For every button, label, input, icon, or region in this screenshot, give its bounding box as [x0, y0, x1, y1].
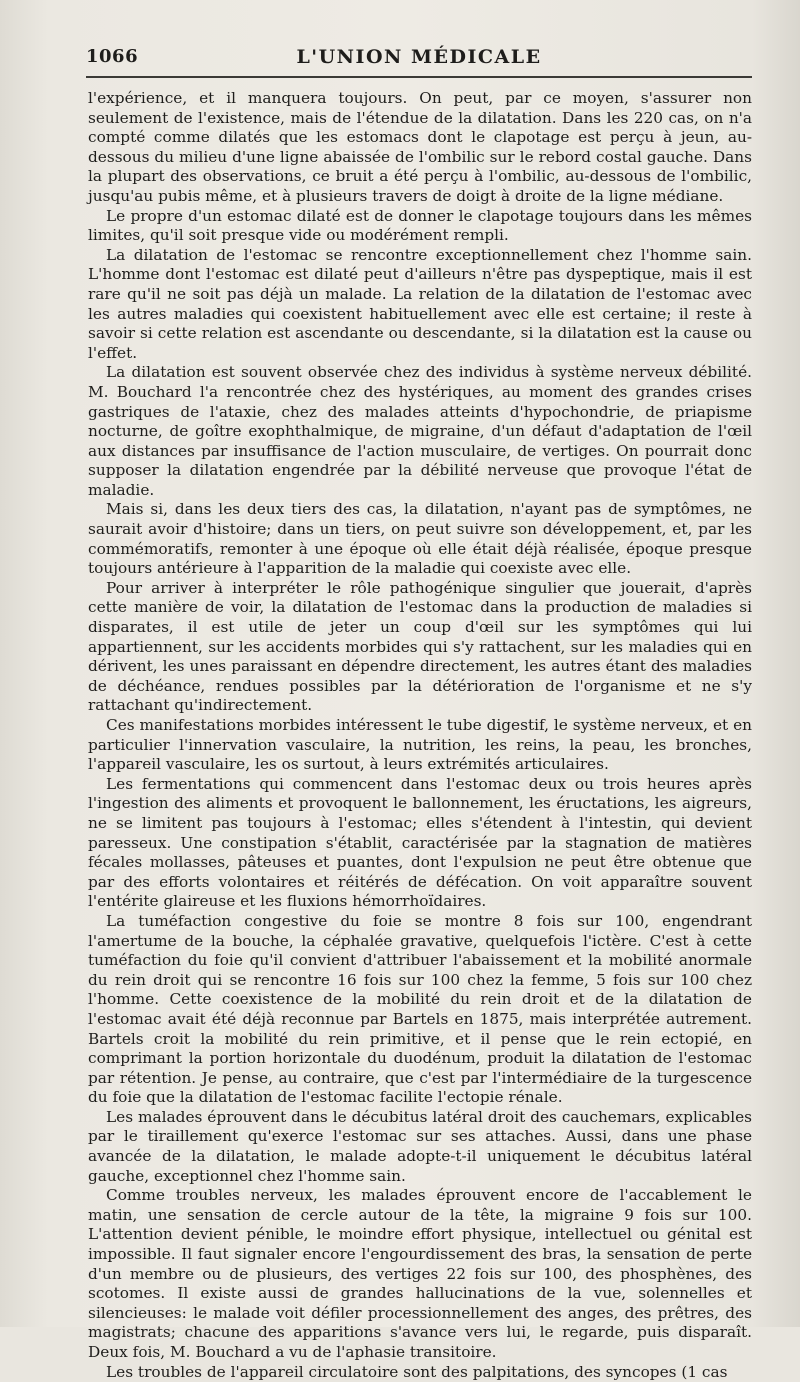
- page-header: [86, 42, 752, 72]
- paragraph: Pour arriver à interpréter le rôle pathogénique singulier que jouerait, d'après cette manière de voir, la dilatation de l'estomac dans la production de maladies si disparates, il est utile de jeter un coup d'œil sur les symptômes qui lui appartiennent, sur les accidents morbides qui s'y rattachent, sur les maladies qui en dérivent, les unes paraissant en dépendre directement, les autres étant des maladies de déchéance, rendues possibles par la détérioration de l'organisme et ne s'y rattachant qu'indirectement.: [88, 578, 752, 715]
- paragraph: Ces manifestations morbides intéressent le tube digestif, le système nerveux, et en particulier l'innervation vasculaire, la nutrition, les reins, la peau, les bronches, l'appareil vasculaire, les os surtout, à leurs extrémités articulaires.: [88, 716, 752, 774]
- paragraph: Mais si, dans les deux tiers des cas, la dilatation, n'ayant pas de symptômes, ne saurait avoir d'histoire; dans un tiers, on peut suivre son développement, et, par les commémoratifs, remonter à une époque où elle était déjà réalisée, époque presque toujours antérieure à l'apparition de la maladie qui coexiste avec elle.: [88, 500, 752, 578]
- page-number: 1066: [86, 46, 139, 67]
- paragraph: Les fermentations qui commencent dans l'estomac deux ou trois heures après l'ingestion des aliments et provoquent le ballonnement, les éructations, les aigreurs, ne se limitent pas toujours à l'estomac; elles s'étendent à l'intestin, qui devient paresseux. Une constipation s'établit, caractérisée par la stagnation de matières fécales mollasses, pâteuses et puantes, dont l'expulsion ne peut être obtenue que par des efforts volontaires et réitérés de défécation. On voit apparaître souvent l'entérite glaireuse et les fluxions hémorrhoïdaires.: [88, 774, 752, 911]
- paragraph: Les troubles de l'appareil circulatoire sont des palpitations, des syncopes (1 cas: [106, 1362, 728, 1381]
- header-rule: [86, 76, 752, 78]
- paragraph: La tuméfaction congestive du foie se montre 8 fois sur 100, engendrant l'amertume de la bouche, la céphalée gravative, quelquefois l'ictère. C'est à cette tuméfaction du foie qu'il convient d'attribuer l'abaissement et la mobilité anormale du rein droit qui se rencontre 16 fois sur 100 chez la femme, 5 fois sur 100 chez l'homme. Cette coexistence de la mobilité du rein droit et de la dilatation de l'estomac avait été déjà reconnue par Bartels en 1875, mais interprétée autrement. Bartels croit la mobilité du rein primitive, et il pense que le rein ectopié, en comprimant la portion horizontale du duodénum, produit la dilatation de l'estomac par rétention. Je pense, au contraire, que c'est par l'intermédiaire de la turgescence du foie que la dilatation de l'estomac facilite l'ectopie rénale.: [88, 911, 752, 1107]
- running-head: L'UNION MÉDICALE: [296, 46, 542, 68]
- body-text: [88, 89, 752, 1382]
- paragraph: Les malades éprouvent dans le décubitus latéral droit des cauchemars, explicables par le tiraillement qu'exerce l'estomac sur ses attaches. Aussi, dans une phase avancée de la dilatation, le malade adopte-t-il uniquement le décubitus latéral gauche, exceptionnel chez l'homme sain.: [88, 1107, 752, 1185]
- paragraph: Le propre d'un estomac dilaté est de donner le clapotage toujours dans les mêmes limites, qu'il soit presque vide ou modérément rempli.: [88, 206, 752, 245]
- paragraph: Comme troubles nerveux, les malades éprouvent encore de l'accablement le matin, une sensation de cercle autour de la tête, la migraine 9 fois sur 100. L'attention devient pénible, le moindre effort physique, intellectuel ou génital est impossible. Il faut signaler encore l'engourdissement des bras, la sensation de perte d'un membre ou de plusieurs, des vertiges 22 fois sur 100, des phosphènes, des scotomes. Il existe aussi de grandes hallucinations de la vue, solennelles et silencieuses: le malade voit défiler processionnellement des anges, des prêtres, des magistrats; chacune des apparitions s'avance vers lui, le regarde, puis disparaît. Deux fois, M. Bouchard a vu de l'aphasie transitoire.: [88, 1186, 752, 1361]
- paragraph: l'expérience, et il manquera toujours. On peut, par ce moyen, s'assurer non seulement de l'existence, mais de l'étendue de la dilatation. Dans les 220 cas, on n'a compté comme dilatés que les estomacs dont le clapotage est perçu à jeun, au-dessous du milieu d'une ligne abaissée de l'ombilic sur le rebord costal gauche. Dans la plupart des observations, ce bruit a été perçu à l'ombilic, au-dessous de l'ombilic, jusqu'au pubis même, et à plusieurs travers de doigt à droite de la ligne médiane.: [88, 89, 752, 205]
- paragraph: La dilatation de l'estomac se rencontre exceptionnellement chez l'homme sain. L'homme dont l'estomac est dilaté peut d'ailleurs n'être pas dyspeptique, mais il est rare qu'il ne soit pas déjà un malade. La relation de la dilatation de l'estomac avec les autres maladies qui coexistent habituellement avec elle est certaine; il reste à savoir si cette relation est ascendante ou descendante, si la dilatation est la cause ou l'effet.: [88, 245, 752, 362]
- paragraph: La dilatation est souvent observée chez des individus à système nerveux débilité. M. Bouchard l'a rencontrée chez des hystériques, au moment des grandes crises gastriques de l'ataxie, chez des malades atteints d'hypochondrie, de priapisme nocturne, de goître exophthalmique, de migraine, d'un défaut d'adaptation de l'œil aux distances par insuffisance de l'action musculaire, de vertiges. On pourrait donc supposer la dilatation engendrée par la débilité nerveuse que provoque l'état de maladie.: [88, 363, 752, 499]
